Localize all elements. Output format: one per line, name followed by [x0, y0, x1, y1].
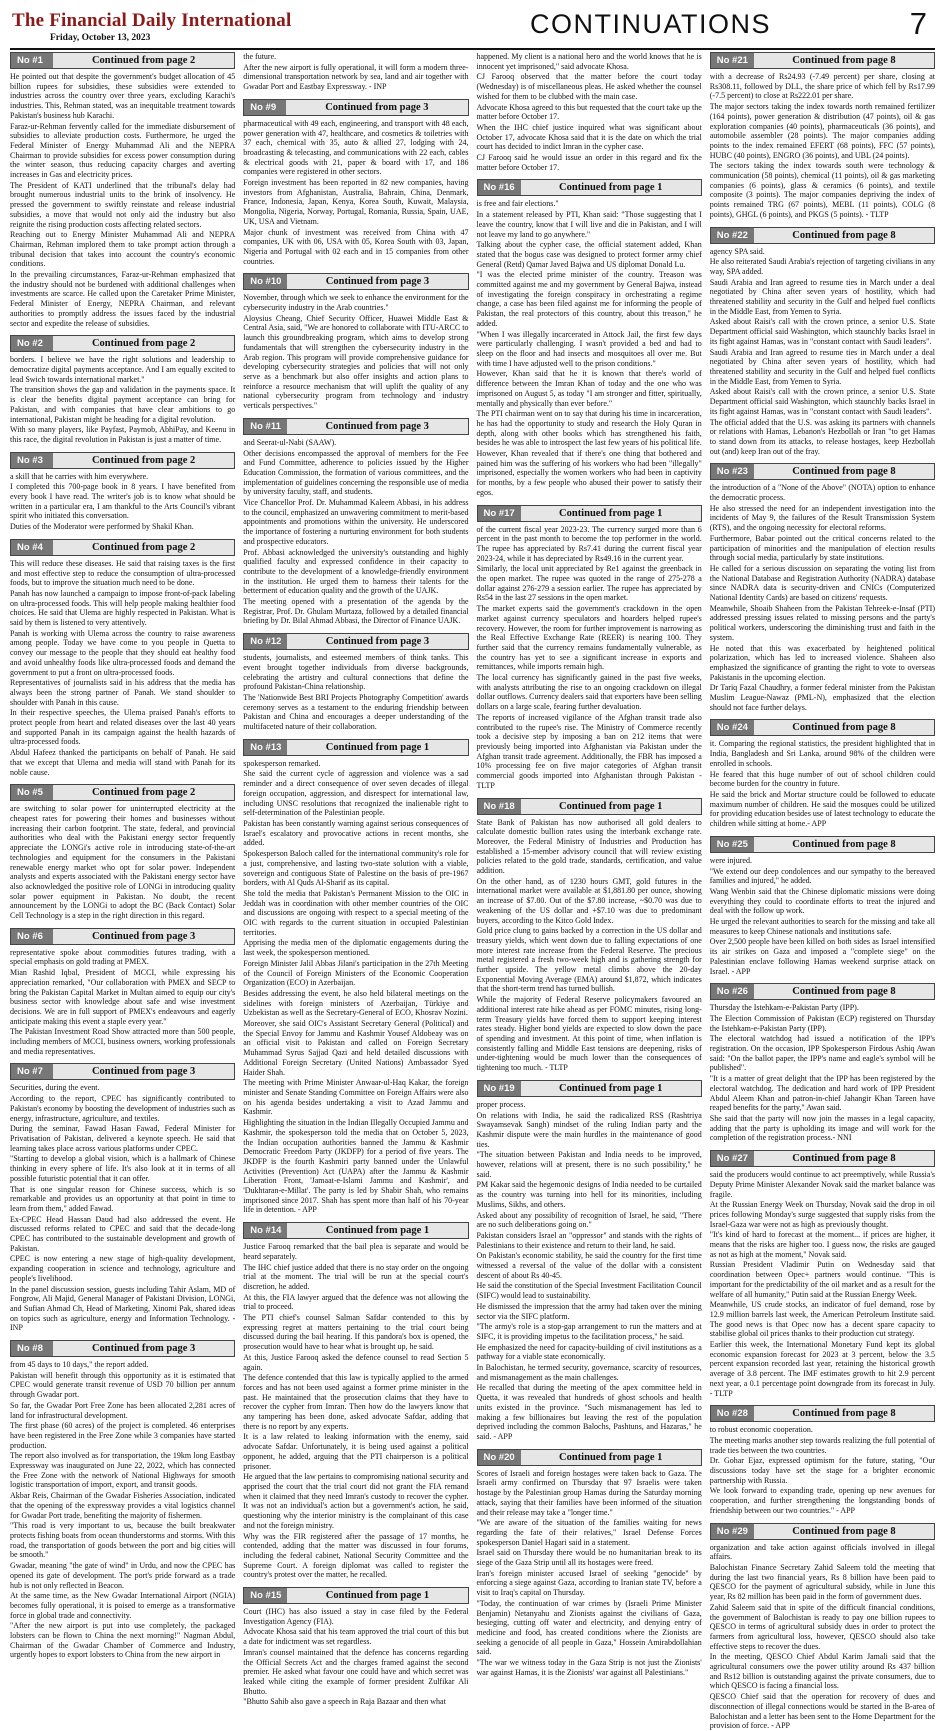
- article-paragraph: spokesperson remarked.: [243, 758, 321, 768]
- continuation-article: [10, 928, 235, 1057]
- article-paragraph: Over 2,500 people have been killed on both sides as Israel intensified its air strikes on Gaza and imposed a "complete siege" on the Palestinian enclave following Hamas weekend surprise attack on Israel. - APP: [709, 937, 935, 976]
- issue-date: Friday, October 13, 2023: [50, 33, 151, 43]
- article-header: [710, 463, 935, 480]
- continuation-article: [710, 463, 935, 712]
- article-paragraph: He argued that the law pertains to compromising national security and apprised the court that the trial court did not grant the FIA remand when it claimed that they need Imran's custody to recover the cypher. It was not an individual's action but a government's action, he said, questioning why the interior ministry is the complainant of this case and not the foreign ministry.: [243, 1472, 469, 1530]
- article-paragraph: It is a law related to leaking information with the enemy, said advocate Safdar. Unfortunately, it is being used against a political opponent, he added, arguing that the PTI chairperson is a political prisoner.: [243, 1432, 469, 1471]
- article-number: No #24: [711, 720, 754, 735]
- continued-from-label: Continued from page 2: [53, 540, 234, 555]
- article-paragraph: Foreign Minister Jalil Abbas Jilani's participation in the 27th Meeting of the Council of Foreign Ministers of the Economic Cooperation Organization (ECO) in Azerbaijan.: [243, 958, 469, 988]
- article-paragraph: Ex-CPEC Head Hassan Daud had also addressed the event. He discussed reforms related to CPEC and said that the decade-long CPEC has contributed to the sustainable development and growth of Pakistan.: [10, 1214, 236, 1253]
- article-paragraph: agency SPA said.: [709, 246, 765, 256]
- article-paragraph: organization and take action against officials involved in illegal affairs.: [709, 1542, 935, 1562]
- article-header: [710, 836, 935, 853]
- article-paragraph: happened. My client is a national hero and the world knows that he is innocent yet imprisoned," said advocate Khosa.: [476, 52, 702, 71]
- article-paragraph: Talking about the cypher case, the official statement added, Khan stated that the bogus case was designed to protect former army chief General (Retd) Qamar Javed Bajwa and US diplomat Donald Lu.: [476, 240, 702, 269]
- continued-from-label: Continued from page 3: [53, 1341, 234, 1356]
- article-paragraph: The first phase (60 acres) of the project is completed. 46 enterprises have been registered in the Free Zone while 3 companies have started production.: [10, 1421, 236, 1450]
- article-number: No #5: [11, 785, 53, 800]
- continued-from-label: Continued from page 8: [754, 720, 934, 735]
- article-paragraph: After the new airport is fully operational, it will form a modern three-dimensional transportation network by sea, land and air together with Gwadar Port and Eastbay Expressway. - INP: [243, 62, 469, 92]
- article-paragraph: Dr. Gohar Ejaz, expressed optimism for the future, stating, "Our discussions today have set the stage for a brighter economic partnership with Russia.: [709, 1456, 935, 1485]
- continued-from-label: Continued from page 2: [53, 53, 234, 68]
- article-paragraph: He urged the relevant authorities to search for the missing and take all measures to keep Chinese nationals and institutions safe.: [709, 917, 935, 936]
- article-number: No #3: [11, 453, 53, 468]
- article-header: [710, 1150, 935, 1167]
- article-paragraph: In the meeting, QESCO Chief Abdul Karim Jamali said that the agricultural consumers owe the power utility around Rs 437 billion and Rs12 billion is outstanding against the private consumers, due to which QESCO is facing a financial loss.: [709, 1652, 935, 1691]
- continued-from-label: Continued from page 3: [286, 100, 467, 115]
- article-header: [710, 52, 935, 69]
- article-paragraph: He recalled that during the meeting of the apex committee held in Quetta, it was revealed that hundreds of ghost schools and health units existed in the province. "Such mismanagement has led to making a few billionaires but leaving the rest of the population deprived including the common Balochs, Pashtuns, and Hazaras," he said. - APP: [476, 1383, 702, 1441]
- article-paragraph: Furthermore, Babar pointed out the critical concerns related to the participation of minorities and the manipulation of election results through social media, particularly by state institutions.: [709, 533, 935, 563]
- continuation-article: [243, 418, 468, 626]
- article-number: No #23: [711, 464, 754, 479]
- article-paragraph: Advocate Khosa said that his team approved the trial court of this but a date for indictment was set regardless.: [243, 1627, 469, 1647]
- continuation-article: [710, 1523, 935, 1731]
- article-number: No #19: [478, 1081, 521, 1096]
- article-paragraph: Saudi Arabia and Iran agreed to resume ties in March under a deal negotiated by China after seven years of hostility, which had threatened stability and security in the Gulf and helped fuel conflicts in the Middle East, from Yemen to Syria.: [709, 347, 935, 386]
- column-4: [709, 52, 936, 1731]
- article-paragraph: Aloysius Cheang, Chief Security Officer, Huawei Middle East & Central Asia, said, "We are honored to collaborate with ITU-ARCC to launch this groundbreaking program, which aims to develop strong fundamentals that will strengthen the cybersecurity industry in the Arab region. This program will provide comprehensive guidance for developing cybersecurity strategies and policies that will not only serve as a benchmark but also offer insights and action plans to reinforce a resource mechanism that will uplift the quality of any national cybersecurity program from technology and industry verticals perspectives.": [243, 313, 469, 411]
- continued-from-label: Continued from page 1: [287, 1588, 467, 1603]
- continuation-article: [710, 1150, 935, 1398]
- continuation-article: [477, 52, 702, 172]
- article-header: [243, 633, 468, 650]
- article-number: No #18: [478, 799, 521, 814]
- article-paragraph: "I was the elected prime minister of the country. Treason was committed against me and my government by General Bajwa, instead of investigating the foreign conspiracy in orchestrating a regime change, a case has been filed against me for informing the people of Pakistan, the real protectors of this country, about this treason," he added.: [476, 270, 702, 328]
- article-paragraph: Besides addressing the event, he also held bilateral meetings on the sidelines with foreign ministers of Azerbaijan, Türkiye and Uzbekistan as well as the Secretary-General of ECO, Khosrav Nozini.: [243, 988, 469, 1018]
- article-paragraph: The PTI chairman went on to say that during his time in incarceration, he has had the opportunity to study and research the Holy Quran in depth, along with other books which has strengthened his faith, besides he was able to introspect the last few years of his political life.: [476, 409, 702, 448]
- article-paragraph: In the prevailing circumstances, Faraz-ur-Rehman emphasized that the industry should not be burdened with additional challenges when investments are scarce. He called upon the Caretaker Prime Minister, Federal Minister of Energy, NEPRA Chairman, and relevant authorities to promptly address the issues faced by the industrial sector and expedite the release of subsidies.: [10, 270, 236, 328]
- article-paragraph: He feared that this huge number of out of school children could become burden for the country in future.: [709, 769, 935, 789]
- article-paragraph: said the producers would continue to act preemptively, while Russia's Deputy Prime Minister Alexander Novak said the market balance was fragile.: [709, 1170, 935, 1199]
- article-paragraph: Court (IHC) has also issued a stay in case filed by the Federal Investigation Agency (FIA).: [243, 1607, 469, 1626]
- article-paragraph: He noted that this was exacerbated by heightened political polarization, which has led to increased violence. Shaheen also emphasized the significance of granting the right to vote to overseas Pakistanis in the upcoming election.: [709, 643, 935, 682]
- continuation-article: [10, 784, 235, 920]
- article-paragraph: Israel said on Thursday there would be no humanitarian break to its siege of the Gaza Strip until all its hostages were freed.: [476, 1548, 702, 1568]
- article-paragraph: She said the current cycle of aggression and violence was a sad reminder and a direct consequence of over seven decades of illegal foreign occupation, aggression, and disrespect for international law, including UNSC resolutions that recognized the inalienable right to self-determination of the Palestinian people.: [243, 769, 469, 818]
- article-paragraph: from 45 days to 10 days," the report added.: [10, 1360, 149, 1370]
- article-paragraph: He also reiterated Saudi Arabia's rejection of targeting civilians in any way, SPA added.: [709, 257, 935, 276]
- article-header: [710, 1523, 935, 1540]
- continued-from-label: Continued from page 3: [287, 634, 467, 649]
- article-header: [243, 1587, 468, 1604]
- article-paragraph: The sectors taking the index towards south were technology & communication (58 points), chemical (11 points), oil & gas marketing companies (6 points), glass & ceramics (6 points), and textile composite (3 points). The major companies depriving the index of points remained TRG (67 points), MEBL (11 points), COLG (8 points), GHGL (6 points), and PKGS (5 points). - TLTP: [709, 161, 935, 219]
- article-paragraph: The 'Nationwide Best BRI Projects Photography Competition' awards ceremony serves as a testament to the enduring friendship between Pakistan and China and encourages a deeper understanding of the multifaceted nature of their collaboration.: [243, 692, 469, 732]
- continuation-article: [477, 1449, 702, 1678]
- article-paragraph: Duties of the Moderator were performed by Shakil Khan.: [10, 522, 194, 532]
- continued-from-label: Continued from page 1: [521, 506, 701, 521]
- column-2: [243, 52, 469, 1707]
- article-paragraph: "When I was illegally incarcerated in Attock Jail, the first few days were particularly challenging. I wasn't provided a bed and had to sleep on the floor and had insects and mosquitoes all over me. But with time I have adjusted well to the prison conditions.": [476, 329, 702, 368]
- article-paragraph: State Bank of Pakistan has now authorised all gold dealers to calculate domestic bullion rates using the interbank exchange rate. Moreover, the Federal Ministry of Industries and Production has established a 15-member advisory council that will review existing policies related to the gold trade, standards, certification, and value addition.: [476, 817, 702, 876]
- article-paragraph: The transition shows the gap and validation in the payments space. It is clear the benefits digital payment acceptance can bring for Pakistan, and with companies that have clear ambitions to go international, Pakistan might be heading for a digital revolution.: [10, 385, 236, 424]
- article-paragraph: "Today, the continuation of war crimes by (Israeli Prime Minister Benjamin) Netanyahu and Zionists against the civilians of Gaza, besieging, cutting off water and electricity, and denying entry of medicine and food, has created conditions where the Zionists are seeking a genocide of all people in Gaza," Hossein Amirabdollahian said.: [476, 1598, 702, 1657]
- continued-from-label: Continued from page 2: [53, 336, 234, 351]
- article-paragraph: However, Khan revealed that if there's one thing that bothered and pained him was the suffering of his workers who had been "illegally" imprisoned, especially the women workers who had been in captivity for months, by a few people who abused their power to satisfy their egos.: [476, 449, 702, 497]
- article-paragraph: Spokesperson Baloch called for the international community's role for a just, comprehensive, and lasting two-state solution with a viable, sovereign and contiguous State of Palestine on the basis of pre-1967 borders, with Al Quds Al-Sharif as its capital.: [243, 849, 469, 888]
- continued-from-label: Continued from page 1: [521, 799, 701, 814]
- article-number: No #25: [711, 837, 754, 852]
- article-paragraph: Gold price clung to gains backed by a correction in the US dollar and treasury yields, which went down due to falling expectations of one more interest rate increase from the Federal Reserve. The precious metal registered a fresh two-week high and is gathering strength for further upside. The yellow metal climbs above the 20-day Exponential Moving Average (EMA) around $1,872, which indicates that the short-term trend has turned bullish.: [476, 926, 702, 994]
- article-paragraph: The report also involved as for transportation, the 19km long Eastbay Expressway was inaugurated on June 22, 2022, which has connected the Free Zone with the network of National Highways for smooth logistic transportation of import, export, and transit goods.: [10, 1451, 236, 1490]
- article-paragraph: students, journalists, and esteemed members of think tanks. This event brought together individuals from diverse backgrounds, celebrating the artistry and cultural connections that define the profound Pakistan-China relationship.: [243, 653, 469, 692]
- article-header: [10, 452, 235, 469]
- continuation-article: [243, 1587, 468, 1707]
- article-paragraph: The Election Commission of Pakistan (ECP) registered on Thursday the Istehkam-e-Pakistan Party (IPP).: [709, 1013, 935, 1033]
- article-paragraph: During the seminar, Fawad Hasan Fawad, Federal Minister for Privatisation of Pakistan, delivered a keynote speech. He said that learning takes place across various platforms under CPEC.: [10, 1124, 236, 1153]
- article-paragraph: Panah has now launched a campaign to impose front-of-pack labeling on ultra-processed foods. This will help people making healthier food choices. He said that Ulema are highly respected in Pakistan. What is said by them is listened to very attentively.: [10, 588, 236, 628]
- article-number: No #1: [11, 53, 53, 68]
- article-header: [243, 1222, 468, 1239]
- continuation-article: [477, 179, 702, 497]
- continuation-article: [10, 1063, 235, 1333]
- article-paragraph: Similarly, the local unit appreciated by Re1 against the greenback in the open market. The rupee was quoted in the range of 275-278 a dollar against 276-279 a session earlier. The rupee has appreciated by Rs54 in the last 27 sessions in the open market.: [476, 564, 702, 603]
- article-paragraph: Vice Chancellor Prof. Dr. Muhammad Kaleem Abbasi, in his address to the council, emphasized an unwavering commitment to merit-based appointments and promotions within the university. He underscored the importance of fostering a nurturing environment for both students and prospective educators.: [243, 498, 469, 546]
- article-paragraph: of the current fiscal year 2023-23. The currency surged more than 6 percent in the past month to become the top performer in the world. The rupee has appreciated by Rs7.41 during the current fiscal year 2023-24, while it has depreciated by Rs49.16 in the current year.: [476, 524, 702, 563]
- article-paragraph: Asked about Raisi's call with the crown prince, a senior U.S. State Department official said Washington, which staunchly backs Israel in its fight against Hamas, was in "constant contact with Saudi leaders".: [709, 387, 935, 416]
- article-paragraph: Foreign investment has been reported in 82 new companies, having investors from Afghanistan, Australia, Bahrain, China, Denmark, France, Indonesia, Japan, Kenya, Korea South, Kuwait, Malaysia, Mongolia, Nigeria, Norway, Portugal, Romania, Russia, Spain, UAE, UK, USA and Vietnam.: [243, 178, 469, 226]
- continuation-article: [10, 452, 235, 532]
- article-number: No #22: [711, 228, 754, 243]
- article-header: [477, 505, 702, 522]
- article-paragraph: is free and fair elections.": [476, 199, 559, 209]
- continuation-article: [710, 227, 935, 457]
- article-paragraph: The electoral watchdog had issued a notification of the IPP's registration. On the occasion, IPP Spokesperson Firdous Ashiq Awan said: "On the ballot paper, the IPP's name and eagle's symbol will be published".: [709, 1034, 935, 1073]
- article-paragraph: Iran's foreign minister accused Israel of seeking "genocide" by enforcing a siege against Gaza, according to Iranian state TV, before a visit to Iraq's capital on Thursday.: [476, 1568, 702, 1598]
- article-paragraph: CPEC is now entering a new stage of high-quality development, expanding cooperation in science and technology, agriculture and people's livelihood.: [10, 1254, 236, 1283]
- article-paragraph: With so many players, like Payfast, Paymob, AbhiPay, and Keenu in this race, the digital revolution in Pakistan is just a matter of time.: [10, 425, 236, 444]
- article-paragraph: Pakistan has been constantly warning against serious consequences of Israel's escalatory and provocative actions in recent months, she added.: [243, 819, 469, 848]
- article-number: No #29: [711, 1524, 754, 1539]
- article-header: [710, 719, 935, 736]
- article-number: No #15: [244, 1588, 287, 1603]
- article-number: No #2: [11, 336, 53, 351]
- article-paragraph: "The war we witness today in the Gaza Strip is not just the Zionists' war against Hamas, it is the Zionists' war against all Palestinians.": [476, 1658, 702, 1677]
- article-number: No #27: [711, 1151, 754, 1166]
- article-paragraph: Meanwhile, US crude stocks, an indicator of fuel demand, rose by 12.9 million barrels last week, the American Petroleum Institute said. The good news is that Opec now has a decent spare capacity to stabilise global oil prices thanks to their production cut strategy.: [709, 1300, 935, 1339]
- article-paragraph: The Pakistan Investment Road Show attracted more than 500 people, including members of MCCI, business owners, working professionals and media representatives.: [10, 1027, 236, 1056]
- article-paragraph: Advocate Khosa agreed to this but requested that the court take up the matter before October 17.: [476, 102, 702, 122]
- article-paragraph: "The army's role is a stop-gap arrangement to run the matters and at SIFC, it is providing impetus to the facilitation process," he said.: [476, 1322, 702, 1341]
- article-header: [477, 798, 702, 815]
- article-number: No #7: [11, 1064, 53, 1079]
- continued-from-label: Continued from page 1: [287, 1223, 467, 1238]
- article-paragraph: The defence contended that this law is typically applied to the armed forces and has not been used against a former prime minister in the past. He maintained that the prosecution claims that they have to recover the cypher from Imran. Then how do the lawyers know that any tampering has been done, asked advocate Safdar, adding that there is no report by any experts.: [243, 1373, 469, 1431]
- article-paragraph: On Pakistan's economic stability, he said the country for the first time witnessed a reversal of the value of the dollar with a consistent descent of about Rs 40-45.: [476, 1251, 702, 1280]
- article-paragraph: "After the new airport is put into use completely, the packaged lobsters can be flown to China the next morning!" Nagman Abdul, Chairman of the Gwadar Chamber of Commerce and Industry, urgently hopes to export lobsters to China from the new airport in: [10, 1621, 236, 1660]
- article-paragraph: This will reduce these diseases. He said that raising taxes is the first and most effective step to reduce the consumption of ultra-processed foods, but to improve the situation much need to be done.: [10, 558, 236, 588]
- continuation-article: [477, 798, 702, 1073]
- article-paragraph: "Bhutto Sahib also gave a speech in Raja Bazaar and then what: [243, 1697, 446, 1707]
- article-paragraph: Faraz-ur-Rehman fervently called for the immediate disbursement of subsidies to alleviate production costs. Furthermore, he urged the Federal Minister of Energy Muhammad Ali and the NEPRA Chairman to provide subsidies for excess power consumption during the winter season, thus reducing capacity charges and averting increases in Gas and electricity prices.: [10, 121, 236, 180]
- article-paragraph: That is one singular reason for Chinese success, which is so remarkable and provides us an opportunity at that point in time to learn from them," added Fawad.: [10, 1184, 236, 1213]
- article-paragraph: At this, the FIA lawyer argued that the defence was not allowing the trial to proceed.: [243, 1292, 469, 1312]
- article-paragraph: representative spoke about commodities futures trading, with a special emphasis on gold trading at PMEX.: [10, 947, 236, 967]
- continuation-article: [710, 52, 935, 220]
- article-paragraph: He called for a serious discussion on separating the voting list from the National Database and Registration Authority (NADRA) database since NADRA data is security-driven and CNICs (Computerized National Identity Cards) are based on citizens' requests.: [709, 563, 935, 603]
- article-number: No #10: [244, 274, 287, 289]
- article-paragraph: Earlier this week, the International Monetary Fund kept its global economic expansion forecast for 2023 at 3 percent, below the 3.5 percent expansion recorded last year, retaining the historical growth average of 3.8 percent. The IMF estimates growth to hit 2.9 percent next year, a 0.1 percentage point downgrade from its forecast in July. - TLTP: [709, 1340, 935, 1398]
- article-paragraph: "It's kind of hard to forecast at the moment... if prices are higher, it means that the risks are higher too. I guess now, the risks are gauged as not as high at the moment," Novak said.: [709, 1230, 935, 1259]
- article-paragraph: He emphasized the need for capacity-building of civil institutions as a pathway for a viable state economically.: [476, 1342, 702, 1362]
- article-header: [10, 1340, 235, 1357]
- article-paragraph: He said the brick and Mortar structure could be followed to educate maximum number of children. He said the mosques could be utilized for providing education besides use of latest technology to educate the children while sitting at home.- APP: [709, 790, 936, 829]
- article-header: [710, 983, 935, 1000]
- article-number: No #4: [11, 540, 53, 555]
- article-paragraph: and Seerat-ul-Nabi (SAAW).: [243, 437, 337, 447]
- article-number: No #20: [478, 1450, 521, 1465]
- column-1: [10, 52, 236, 1660]
- article-paragraph: Saudi Arabia and Iran agreed to resume ties in March under a deal negotiated by China after seven years of hostility, which had threatened stability and security in the Gulf and helped fuel conflicts in the Middle East, from Yemen to Syria.: [709, 277, 935, 316]
- continued-from-label: Continued from page 8: [754, 837, 934, 852]
- article-header: [10, 784, 235, 801]
- article-paragraph: The President of KATI underlined that the tribunal's delay had brought numerous industrial units to the brink of insolvency. He pressed the government to swiftly reinstate and release industrial subsidies, a move that would not only aid the industry but also reignite the rising production costs affecting related sectors.: [10, 180, 236, 229]
- article-paragraph: The local currency has significantly gained in the past five weeks, with analysts attributing the rise to an ongoing crackdown on illegal dollar outflows. Currency dealers said that exporters have been selling dollars on a large scale, fearing further devaluation.: [476, 673, 702, 712]
- article-paragraph: At this, Justice Farooq asked the defence counsel to read Section 5 again.: [243, 1352, 469, 1372]
- article-paragraph: In Balochistan, he termed security, governance, scarcity of resources, and mismanagement as the main challenges.: [476, 1363, 702, 1382]
- continued-from-label: Continued from page 1: [521, 180, 701, 195]
- article-paragraph: Justice Farooq remarked that the bail plea is separate and would be heard separately.: [243, 1242, 469, 1261]
- article-paragraph: Representatives of journalists said in his address that the media has always been the strong partner of Panah. We stand shoulder to shoulder with Panah in this cause.: [10, 678, 236, 707]
- continuation-article: [10, 1340, 235, 1660]
- article-header: [477, 1080, 702, 1097]
- article-paragraph: The PTI chief's counsel Salman Safdar contended to this by expressing regret at matters pertaining to the trial court being discussed during the bail hearing. If this pandora's box is opened, the prosecution would have to hear what is brought up, he said.: [243, 1313, 469, 1352]
- article-paragraph: The meeting with Prime Minister Anwaar-ul-Haq Kakar, the foreign minister and Senate Standing Committee on Foreign Affairs were also on his agenda besides undertaking a visit to Azad Jammu and Kashmir.: [243, 1078, 469, 1117]
- article-paragraph: "We are aware of the situation of the families waiting for news regarding the fate of their relatives," Israel Defense Forces spokesperson Daniel Hagari said in a statement.: [476, 1518, 702, 1547]
- article-paragraph: Why was the FIR registered after the passage of 17 months, he contended, adding that the matter was discussed in four forums, including the federal cabinet, National Security Committee and the Supreme Court. A foreign diplomat was called to register the country's protest over the matter, he recalled.: [243, 1531, 469, 1580]
- article-header: [10, 1063, 235, 1080]
- article-paragraph: Panah is working with Ulema across the country to raise awareness among people. Today we have come to you people in Quetta to convey our message to the people that they should eat healthy food and avoid unhealthy foods like ultra-processed foods and demand the government to put a front on ultra-processed foods.: [10, 628, 236, 677]
- article-paragraph: Scores of Israeli and foreign hostages were taken back to Gaza. The Israeli army confirmed on Thursday that 97 Israelis were taken hostage by the Palestinian group Hamas during the Saturday morning attack, saying that their families have been informed of the situation and their release may take a "longer time.": [476, 1468, 702, 1517]
- continued-from-label: Continued from page 3: [53, 1064, 234, 1079]
- article-paragraph: pharmaceutical with 49 each, engineering, and transport with 48 each, power generation with 47, healthcare, and cosmetics & toiletries with 37 each, chemical with 35, auto & allied 27, lodging with 24, broadcasting & telecasting, and communications with 22 each, cables & electrical goods with 21, paper & board with 17, and 186 companies were registered in other sectors.: [243, 118, 469, 177]
- article-header: [10, 539, 235, 556]
- article-number: No #21: [711, 53, 754, 68]
- article-paragraph: The IHC chief justice added that there is no stay order on the ongoing trial at the moment. The trial will be run at the special court's discretion, he added.: [243, 1262, 469, 1291]
- newspaper-title: The Financial Daily International: [12, 10, 292, 31]
- article-paragraph: "We extend our deep condolences and our sympathy to the bereaved families and injured," he added.: [709, 866, 935, 886]
- article-number: No #16: [478, 180, 521, 195]
- article-paragraph: QESCO Chief said that the operation for recovery of dues and disconnection of illegal connections would be started in the B-area of Balochistan and a letter has been sent to the Home Department for the provision of force. - APP: [709, 1692, 935, 1731]
- article-header: [243, 739, 468, 756]
- article-paragraph: to robust economic cooperation.: [709, 1425, 813, 1435]
- masthead: [10, 8, 935, 50]
- article-paragraph: She told the media that Pakistan's Permanent Mission to the OIC in Jeddah was in coordination with other member countries of the OIC and discussions are ongoing with respect to a special meeting of the OIC with regards to the current situation in occupied Palestinian territories.: [243, 888, 469, 937]
- continuation-article: [710, 719, 935, 828]
- article-paragraph: Thursday the Istehkam-e-Pakistan Party (IPP).: [709, 1003, 859, 1013]
- article-paragraph: Imran's counsel maintained that the defence has concerns regarding the Official Secrets Act and the charges framed against the second premier. He asked what favour one could have and which secret was leaked while citing the example of former president Zulfikar Ali Bhutto.: [243, 1647, 469, 1696]
- article-paragraph: Akbar Reis, Chairman of the Gwadar Fisheries Association, indicated that the opening of the expressway provides a vital logistics channel for Gwadar Port trade, benefiting the majority of fishermen.: [10, 1491, 236, 1520]
- article-paragraph: So far, the Gwadar Port Free Zone has been allocated 2,281 acres of land for infrastructural development.: [10, 1400, 236, 1420]
- article-paragraph: I completed this 700-page book in 8 years. I have benefited from every book I have read. The writer's job is to know what should be written in a particular era, I am thankful to the Arts Council's vibrant spirit who initiated this conversation.: [10, 482, 236, 521]
- article-paragraph: Meanwhile, Shoaib Shaheen from the Pakistan Tehreek-e-Insaf (PTI) addressed pressing issues related to missing persons and the party's political workers, underscoring the diminishing trust and faith in the system.: [709, 603, 935, 642]
- article-number: No #26: [711, 984, 754, 999]
- continuation-article: [10, 539, 235, 777]
- continuation-article: [243, 52, 468, 92]
- article-paragraph: On relations with India, he said the radicalized RSS (Rashtriya Swayamsevak Sangh) mindset of the ruling Indian party and the Kashmir dispute were the main hurdles in the maintenance of good ties.: [476, 1110, 702, 1149]
- article-paragraph: He also stressed the need for an independent investigation into the incidents of May 9, the failures of the Result Transmission System (RTS), and the ongoing necessity for electoral reforms.: [709, 503, 935, 533]
- article-number: No #14: [244, 1223, 287, 1238]
- continued-from-label: Continued from page 8: [754, 1406, 934, 1421]
- article-paragraph: Mian Rashid Iqbal, President of MCCI, while expressing his appreciation remarked, "Our collaboration with PMEX and SECP to bring the Pakistan Capital Market in Multan aimed to equip our city's business sector with knowledge about safe and wise investment decisions. We are in full support of PMEX's endeavours and eagerly anticipate making this event a staple every year.": [10, 968, 236, 1026]
- article-paragraph: Balochistan Finance Secretary Zahid Saleem told the meeting that during the last two financial years, Rs 8 billion have been paid to QESCO for the payment of agricultural subsidy, while in June this year, Rs 82 million has been paid in the form of government dues.: [709, 1563, 935, 1602]
- article-columns: [10, 52, 936, 1731]
- article-header: [710, 227, 935, 244]
- continued-from-label: Continued from page 8: [754, 53, 934, 68]
- article-paragraph: The meeting opened with a presentation of the agenda by the Registrar, Prof. Dr. Ghulam Murtaza, followed by a detailed financial briefing by Dr. Bilal Ahmad Abbasi, the Director of Finance UAJK.: [243, 597, 469, 626]
- article-paragraph: At the same time, as the New Gwadar International Airport (NGIA) becomes fully operational, it is poised to emerge as a transformative force in global trade and connectivity.: [10, 1591, 236, 1620]
- article-number: No #13: [244, 740, 287, 755]
- article-number: No #8: [11, 1341, 53, 1356]
- article-paragraph: "Starting to develop a global vision, which is a hallmark of Chinese thinking in every sphere of life. It's also look at it in terms of all possible futuristic potential that it can offer.: [10, 1154, 236, 1183]
- article-paragraph: The major sectors taking the index towards north remained fertilizer (164 points), power generation & distribution (47 points), oil & gas exploration companies (40 points), pharmaceuticals (36 points), and automobile assembler (28 points). The major companies adding points to the index remained EFERT (68 points), FFC (57 points), HUBC (40 points), ENGRO (36 points), and UBL (24 points).: [709, 102, 935, 160]
- article-paragraph: The reports of increased vigilance of the Afghan transit trade also contributed to the rupee's rise. The Ministry of Commerce recently took a decisive step by imposing a ban on 212 items that were previously being imported into Afghanistan via Pakistan under the Afghan transit trade agreement. Additionally, the FBR has imposed a 10% processing fee on five major categories of Afghan transit commercial goods imported into Afghanistan through Pakistan - TLTP: [476, 712, 702, 790]
- continuation-article: [10, 335, 235, 444]
- article-number: No #12: [244, 634, 287, 649]
- continued-from-label: Continued from page 2: [53, 453, 234, 468]
- article-header: [243, 99, 468, 116]
- continued-from-label: Continued from page 3: [53, 929, 234, 944]
- article-paragraph: are switching to solar power for uninterrupted electricity at the cheapest rates for powering their homes and businesses without increasing their carbon footprint. The state, federal, and provincial authorities who deal with the Pakistani energy sector frequently appreciate the LONGi's active role in introducing state-of-the-art technologies and equipment for the consumers in the Pakistani renewable energy market who opt for solar power. Independent analysts and experts associated with the Pakistani energy sector have also acknowledged the positive role of LONGi in introducing quality solar power equipment in Pakistan. No doubt, the recent announcement by the LONGi to adopt the BC (Back Contact) Solar Cell Technology is a step in the right direction in this regard.: [10, 804, 236, 921]
- article-header: [710, 1405, 935, 1422]
- article-paragraph: He said the constitution of the Special Investment Facilitation Council (SIFC) would lead to sustainability.: [476, 1281, 702, 1301]
- article-paragraph: The meeting marks another step towards realizing the full potential of trade ties between the two countries.: [709, 1435, 935, 1455]
- article-paragraph: The market experts said the government's crackdown in the open market against currency speculators and hoarders helped rupee's recovery. However, the room for further improvement is narrowing as the Real Effective Exchange Rate (REER) is nearing 100. They further said that the currency remains fundamentally vulnerable, as the country has yet to see a significant increase in exports and remittances, while imports remain high.: [476, 604, 702, 672]
- article-paragraph: "The situation between Pakistan and India needs to be improved, however, relations will at present, there is no such possibility," he said.: [476, 1150, 702, 1179]
- article-paragraph: Prof. Abbasi acknowledged the university's outstanding and highly qualified faculty and expressed confidence in their capacity to contribute to the development of a knowledge-friendly environment in the institution. He urged them to harness their talents for the betterment of education quality and the growth of the UAJK.: [243, 547, 469, 596]
- article-paragraph: In their respective speeches, the Ulema praised Panah's efforts to protect people from heart and related diseases over the last 40 years and supported Panah in its campaign against the health hazards of ultra-processed foods.: [10, 708, 236, 747]
- article-paragraph: The official added that the U.S. was asking its partners with channels or relations with Hamas, Lebanon's Hezbollah or Iran "to get Hamas to stand down from its attacks, to release hostages, keep Hezbollah out (and) keep Iran out of the fray.: [709, 417, 935, 456]
- continued-from-label: Continued from page 3: [287, 274, 467, 289]
- article-paragraph: We look forward to expanding trade, opening up new avenues for cooperation, and further strengthening the longstanding bonds of friendship between our two countries." - APP: [709, 1486, 935, 1515]
- article-paragraph: the introduction of a "None of the Above" (NOTA) option to enhance the democratic process.: [709, 483, 935, 503]
- article-paragraph: On the other hand, as of 1230 hours GMT, gold futures in the international market were available at $1,881.80 per ounce, showing an increase of $7.80. Out of the $7.80 increase, ~$0.70 was due to weakening of the US dollar and +$7.10 was due to predominant buyers, according to the Kitco Gold Index.: [476, 876, 702, 925]
- article-paragraph: Dr Tariq Fazal Chaudhry, a former federal minister from the Pakistan Muslim League-Nawaz (PML-N), emphasized that the election should not face further delays.: [709, 683, 935, 712]
- article-number: No #28: [711, 1406, 754, 1421]
- continuation-article: [710, 836, 935, 976]
- section-title: CONTINUATIONS: [530, 9, 771, 39]
- article-paragraph: According to the report, CPEC has significantly contributed to Pakistan's economy by boosting the development of industries such as energy, infrastructure, agriculture, and textiles.: [10, 1094, 236, 1123]
- article-paragraph: Gwadar, meaning "the gate of wind" in Urdu, and now the CPEC has opened its gate of development. The port's pride forward as a trade hub is not only reflected in Beacon.: [10, 1561, 236, 1590]
- continued-from-label: Continued from page 1: [521, 1450, 701, 1465]
- article-paragraph: proper process.: [476, 1099, 526, 1109]
- continued-from-label: Continued from page 8: [754, 984, 934, 999]
- continuation-article: [477, 1080, 702, 1442]
- article-paragraph: Zahid Saleem said that in spite of the difficult financial conditions, the government of Balochistan is ready to pay one billion rupees to QESCO in terms of agricultural subsidy dues in order to protect the farmers from agricultural loss, however, QESCO should also take effective steps to recover the dues.: [709, 1602, 935, 1651]
- article-paragraph: Pakistan considers Israel an "oppressor" and stands with the rights of Palestinians to their existence and return to their land, he said.: [476, 1230, 702, 1250]
- column-3: [476, 52, 702, 1677]
- article-paragraph: Asked about Raisi's call with the crown prince, a senior U.S. State Department official said Washington, which staunchly backs Israel in its fight against Hamas, was in "constant contact with Saudi leaders".: [709, 317, 935, 346]
- continued-from-label: Continued from page 2: [53, 785, 234, 800]
- continuation-article: [477, 505, 702, 791]
- article-number: No #17: [478, 506, 521, 521]
- article-paragraph: Highlighting the situation in the Indian Illegally Occupied Jammu and Kashmir, the spokesperson told the media that on October 5, 2023, the Indian occupation authorities banned the Jammu & Kashmir Democratic Freedom Party (JKDFP) for a period of five years. The JKDFP is the fourth Kashmiri party banned under the Unlawful Activities (Prevention) Act (UAPA) after the Jammu & Kashmir Liberation Front, 'Jamaat-e-Islami Jammu and Kashmir', and 'Dukhtaran-e-Millat'. The party is led by Shabir Shah, who remains imprisoned since 2017. Shah has spent more than half of his 70-year life in detention. - APP: [243, 1118, 469, 1215]
- article-header: [10, 52, 235, 69]
- article-paragraph: At the Russian Energy Week on Thursday, Novak said the drop in oil prices following Monday's surge suggested that supply risks from the Israel-Gaza war were not as high as previously thought.: [709, 1200, 935, 1229]
- continued-from-label: Continued from page 8: [754, 1524, 934, 1539]
- article-paragraph: Wang Wenbin said that the Chinese diplomatic missions were doing everything they could to coordinate efforts to treat the injured and deal with the follow up work.: [709, 886, 935, 916]
- article-paragraph: with a decrease of Rs24.93 (-7.49 percent) per share, closing at Rs308.11, followed by DLL, the share price of which fell by Rs17.99 (-7.5 percent) to close at Rs222.01 per share.: [709, 72, 935, 101]
- continuation-article: [243, 1222, 468, 1580]
- article-paragraph: Abdul Hafeez thanked the participants on behalf of Panah. He said that we except that Ulema and media will stand with Panah for its noble cause.: [10, 748, 236, 777]
- article-paragraph: it. Comparing the regional statistics, the president highlighted that in India, Bangladesh and Sri Lanka, around 98% of the children were enrolled in schools.: [709, 739, 935, 768]
- article-header: [10, 928, 235, 945]
- article-paragraph: CJ Farooq observed that the matter before the court today (Wednesday) is of miscellaneous pleas. He asked whether the counsel wished for them to be clubbed with the main case.: [476, 72, 702, 101]
- article-header: [477, 1449, 702, 1466]
- article-paragraph: "This road is very important to us, because the built breakwater protects fishing boats from ocean thunderstorms and storms. With this road, the transportation of goods between the port and big cities will be smooth.": [10, 1521, 236, 1560]
- article-paragraph: Reaching out to Energy Minister Muhammad Ali and NEPRA Chairman, Rehman implored them to take prompt action through a tribunal decision that takes into account the country's economic conditions.: [10, 230, 236, 269]
- article-paragraph: However, Khan said that he it is known that there's world of difference between the Imran Khan of today and the one who was imprisoned on August 5, as today "I am stronger and fitter, spiritually, mentally and physically than ever before.": [476, 369, 702, 408]
- continued-from-label: Continued from page 8: [754, 228, 934, 243]
- page-number: 7: [909, 6, 927, 41]
- continuation-article: [243, 99, 468, 267]
- article-paragraph: Major chunk of investment was received from China with 47 companies, UK with 06, USA with 05, Korea South with 03, Japan, Nigeria and Portugal with 02 each and in 15 companies from other countries.: [243, 227, 469, 266]
- article-paragraph: Asked about any possibility of recognition of Israel, he said, "There are no such deliberations going on.": [476, 1210, 702, 1230]
- article-paragraph: Other decisions encompassed the approval of members for the Fee and Fund Committee, adherence to policies issued by the Higher Education Commission, the formation of various committees, and the implementation of guidelines concerning the responsible use of media by university faculty, staff, and students.: [243, 448, 469, 497]
- article-paragraph: borders. I believe we have the right solutions and leadership to democratize digital payments acceptance. And I am equally excited to lead Swich towards international market.": [10, 355, 236, 384]
- continuation-article: [243, 739, 468, 1215]
- continuation-article: [10, 52, 235, 328]
- article-paragraph: PM Kakar said the hegemonic designs of India needed to be curtailed as the country was turning into hell for its minorities, including Muslims, Sikhs, and others.: [476, 1180, 702, 1209]
- continuation-article: [243, 273, 468, 410]
- article-header: [10, 335, 235, 352]
- article-paragraph: CJ Farooq said he would issue an order in this regard and fix the matter before October 17.: [476, 153, 702, 172]
- article-paragraph: were injured.: [709, 855, 752, 865]
- article-paragraph: November, through which we seek to enhance the environment for the cybersecurity industry in the Arab countries.": [243, 293, 469, 313]
- continuation-article: [710, 1405, 935, 1515]
- article-number: No #11: [244, 419, 287, 434]
- continued-from-label: Continued from page 1: [287, 740, 467, 755]
- article-paragraph: He pointed out that despite the government's budget allocation of 45 billion rupees for subsidies, these subsidies were extended to industries across the country over three years, excluding Karachi's industries. This, Rehman stated, was an inequitable treatment towards Pakistan's business hub Karachi.: [10, 72, 236, 120]
- continued-from-label: Continued from page 3: [287, 419, 468, 434]
- article-header: [477, 179, 702, 196]
- article-paragraph: Securities, during the event.: [10, 1083, 100, 1093]
- article-paragraph: the future.: [243, 52, 277, 61]
- article-header: [243, 418, 468, 435]
- article-paragraph: She said that the party will now join the masses in a legal capacity, adding that the party is upholding its image and will work for the completion of the registration process.- NNI: [709, 1113, 935, 1143]
- continued-from-label: Continued from page 8: [754, 1151, 934, 1166]
- article-paragraph: He dismissed the impression that the army had taken over the mining sector via the SIFC platform.: [476, 1301, 702, 1321]
- continuation-article: [710, 983, 935, 1143]
- article-paragraph: Russian President Vladimir Putin on Wednesday said that coordination between Opec+ partners would continue. "This is important for the predictability of the oil market and as a result for the welfare of all humanity," Putin said at the Russian Energy Week.: [709, 1260, 935, 1299]
- continued-from-label: Continued from page 8: [754, 464, 934, 479]
- article-paragraph: Pakistan will benefit through this opportunity as it is estimated that CPEC would generate transit revenue of USD 70 billion per annum through Gwadar port.: [10, 1370, 236, 1400]
- article-paragraph: When the IHC chief justice inquired what was significant about October 17, advocate Khosa said that it is the date on which the trial court has decided to indict Imran in the cypher case.: [476, 122, 702, 152]
- continued-from-label: Continued from page 1: [521, 1081, 701, 1096]
- article-paragraph: a skill that he carries with him everywhere.: [10, 471, 149, 481]
- article-paragraph: "It is a matter of great delight that the IPP has been registered by the electoral watchdog. The dedication and hard work of IPP President Abdul Aleem Khan and patron-in-chief Jahangir Khan Tareen have reaped benefits for the party," Awan said.: [709, 1074, 935, 1113]
- article-number: No #9: [244, 100, 286, 115]
- continuation-article: [243, 633, 468, 732]
- article-paragraph: In a statement released by PTI, Khan said: "Those suggesting that I leave the country, know that I will live and die in Pakistan, and I will not leave my land to go anywhere.": [476, 210, 702, 239]
- article-paragraph: While the majority of Federal Reserve policymakers favoured an additional interest rate hike ahead as per FOMC minutes, rising long-term Treasury yields have forced them to support keeping interest rates steady. Higher bond yields are expected to slow down the pace of spending and investment. At this point of time, when inflation is consistently falling and Middle East tensions are deepening, risks of under-tightening would be much lower than the consequences of tightening too much. - TLTP: [476, 995, 702, 1073]
- article-paragraph: In the panel discussion session, guests including Tahir Aslam, MD of Fongrow, Ali Majid, General Manager of Pakistani Division, LONGi, and Sufian Ahmad Ch, Head of Marketing, Xinomi Pak, shared ideas on topics such as agriculture, energy and Information Technology. - INP: [10, 1284, 236, 1333]
- article-paragraph: Apprising the media men of the diplomatic engagements during the last week, the spokesperson mentioned.: [243, 938, 469, 958]
- article-number: No #6: [11, 929, 53, 944]
- article-header: [243, 273, 468, 290]
- article-paragraph: Moreover, she said OIC's Assistant Secretary General (Political) and the Special Envoy for Jammu and Kashmir Yousef Aldobeay was on an official visit to Pakistan and called on Foreign Secretary Muhammad Syrus Sajjad Qazi and held detailed discussions with Additional Foreign Secretary (United Nations) Ambassador Syed Haider Shah.: [243, 1019, 469, 1077]
